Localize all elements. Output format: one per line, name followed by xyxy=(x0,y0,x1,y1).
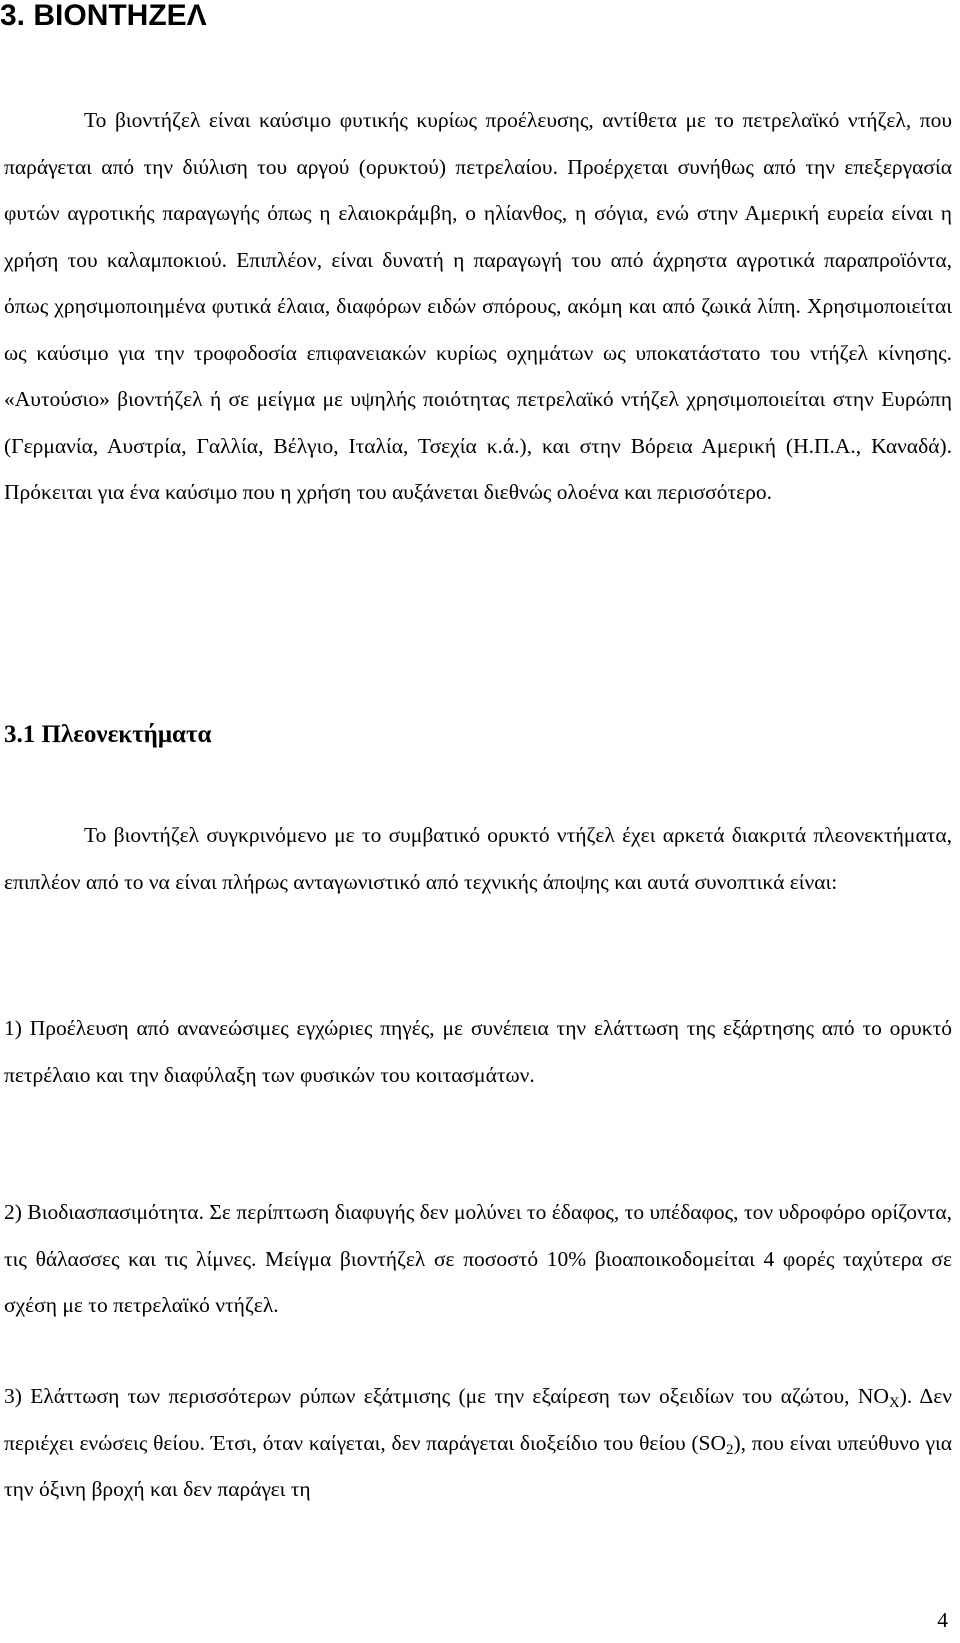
advantage-item-2: 2) Βιοδιασπασιμότητα. Σε περίπτωση διαφυγής δεν μολύνει το έδαφος, το υπέδαφος, τον υδροφόρο ορίζοντα, τις θάλασσες και τις λίμνες. Μείγμα βιοντήζελ σε ποσοστό 10% βιοαποικοδομείται 4 φορές ταχύτερα σε σχέση με το πετρελαϊκό ντήζελ. xyxy=(4,1200,952,1317)
advantage-item-1: 1) Προέλευση από ανανεώσιμες εγχώριες πηγές, με συνέπεια την ελάττωση της εξάρτησης από το ορυκτό πετρέλαιο και την διαφύλαξη των φυσικών του κοιτασμάτων. xyxy=(4,1016,952,1087)
advantage-item-3 xyxy=(4,1373,952,1513)
subsection-heading: 3.1 Πλεονεκτήματα xyxy=(4,721,212,748)
advantages-intro-paragraph: Το βιοντήζελ συγκρινόμενο με το συμβατικό ορυκτό ντήζελ έχει αρκετά διακριτά πλεονεκτήματα, επιπλέον από το να είναι πλήρως ανταγωνιστικό από τεχνικής άποψης και αυτά συνοπτικά είναι: xyxy=(4,823,952,894)
advantage-item-3-text-part-1: 3) Ελάττωση των περισσότερων ρύπων εξάτμισης (με την εξαίρεση των οξειδίων του αζώτου, NO xyxy=(4,1384,889,1408)
advantage-item-3-text-part-3: ), που είναι υπεύθυνο για την όξινη βροχή και δεν παράγει τη xyxy=(4,1430,952,1501)
page-number: 4 xyxy=(937,1608,948,1632)
section-heading: 3. ΒΙΟΝΤΗΖΕΛ xyxy=(0,0,207,32)
nox-subscript: X xyxy=(888,1395,900,1411)
advantage-item-3-text-part-2: ). Δεν περιέχει ενώσεις θείου. Έτσι, όταν καίγεται, δεν παράγεται διοξείδιο του θείου (SO xyxy=(4,1384,952,1455)
so2-subscript: 2 xyxy=(726,1441,734,1458)
section-intro-paragraph: Το βιοντήζελ είναι καύσιμο φυτικής κυρίως προέλευσης, αντίθετα με το πετρελαϊκό ντήζελ, που παράγεται από την διύλιση του αργού (ορυκτού) πετρελαίου. Προέρχεται συνήθως από την επεξεργασία φυτών αγροτικής παραγωγής όπως η ελαιοκράμβη, ο ηλίανθος, η σόγια, ενώ στην Αμερική ευρεία είναι η χρήση του καλαμποκιού. Επιπλέον, είναι δυνατή η παραγωγή του από άχρηστα αγροτικά παραπροϊόντα, όπως χρησιμοποιημένα φυτικά έλαια, διαφόρων ειδών σπόρους, ακόμη και από ζωικά λίπη. Χρησιμοποιείται ως καύσιμο για την τροφοδοσία επιφανειακών κυρίως οχημάτων ως υποκατάστατο του ντήζελ κίνησης. «Αυτούσιο» βιοντήζελ ή σε μείγμα με υψηλής ποιότητας πετρελαϊκό ντήζελ χρησιμοποιείται στην Ευρώπη (Γερμανία, Αυστρία, Γαλλία, Βέλγιο, Ιταλία, Τσεχία κ.ά.), και στην Βόρεια Αμερική (Η.Π.Α., Καναδά). Πρόκειται για ένα καύσιμο που η χρήση του αυξάνεται διεθνώς ολοένα και περισσότερο. xyxy=(4,108,952,504)
